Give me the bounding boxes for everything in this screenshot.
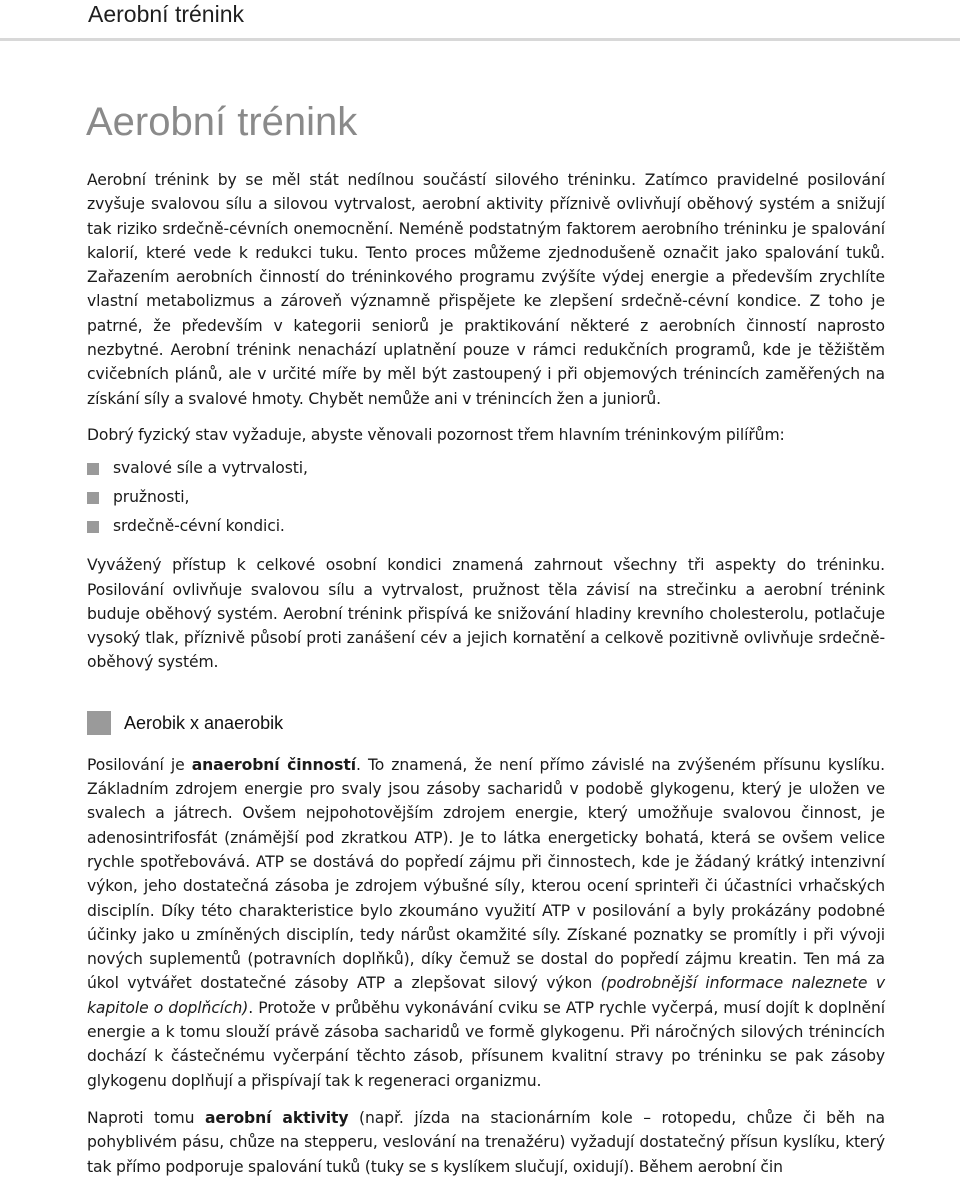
text-run: Posilování je [87,755,192,774]
bold-term: aerobní aktivity [204,1108,349,1127]
list-item [87,454,885,483]
list-item [87,512,885,541]
bullet-square-icon [87,463,99,475]
text-run: . Protože v průběhu vykonávání cviku se ATP rychle vyčerpá, musí dojít k doplnění energie a k tomu slouží právě zásoba sacharidů ve formě glykogenu. Při náročných silových trénincích dochází k částečnému vyčerpání těchto zásob, přísunem kvalitní stravy po tréninku se pak zásoby glykogenu doplňují a přispívají tak k regeneraci organizmu. [87,998,886,1090]
intro-paragraph: Aerobní trénink by se měl stát nedílnou součástí silového tréninku. Zatímco pravidelné posilování zvyšuje svalovou sílu a silovou vytrvalost, aerobní aktivity příznivě ovlivňují oběhový systém a snižují tak riziko srdečně-cévních onemocnění. Neméně podstatným faktorem aerobního tréninku je spalování kalorií, které vede k redukci tuku. Tento proces můžeme zjednodušeně označit jako spalování tuků. Zařazením aerobních činností do tréninkového programu zvýšíte výdej energie a především zrychlíte vlastní metabolizmus a zároveň významně přispějete ke zlepšení srdečně-cévní kondice. Z toho je patrné, že především v kategorii seniorů je praktikování některé z aerobních činností naprosto nezbytné. Aerobní trénink nenachází uplatnění pouze v rámci redukčních programů, kde je těžištěm cvičebních plánů, ale v určité míře by měl být zastoupený i při objemových trénincích zaměřených na získání síly a svalové hmoty. Chybět nemůže ani v trénincích žen a juniorů. [87,171,885,408]
running-header [0,0,960,41]
bullet-square-icon [87,521,99,533]
bullet-square-icon [87,492,99,504]
balanced-approach-paragraph: Vyvážený přístup k celkové osobní kondici znamená zahrnout všechny tři aspekty do tréninku. Posilování ovlivňuje svalovou sílu a vytrvalost, pružnost těla závisí na strečinku a aerobní trénink buduje oběhový systém. Aerobní trénink přispívá ke snižování hladiny krevního cholesterolu, potlačuje vysoký tlak, příznivě působí proti zanášení cév a jejich kornatění a celkově pozitivně ovlivňuje srdečně-oběhový systém. [87,556,885,672]
section-heading [87,711,885,741]
text-run: (např. jízda na stacionárním kole – rotopedu, chůze či běh na pohyblivém pásu, chůze na stepperu, veslování na trenažéru) vyžadují dostatečný přísun kyslíku, který tak přímo podporuje spalování tuků (tuky se s kyslíkem slučují, oxidují). Během aerobní čin [87,1108,886,1176]
italic-note: (podrobnější informace naleznete v kapitole o doplňcích) [87,974,885,1017]
section-square-icon [87,711,111,735]
bold-term: anaerobní činností [191,755,356,774]
text-run: . To znamená, že není přímo závislé na zvýšeném přísunu kyslíku. Základním zdrojem energie pro svaly jsou zásoby sacharidů v podobě glykogenu, který je uložen ve svalech a játrech. Ovšem nejpohotovějším zdrojem energie, který umožňuje svalovou činnost, je adenosintrifosfát (známější pod zkratkou ATP). Je to látka energeticky bohatá, která se ovšem velice rychle spotřebovává. ATP se dostává do popředí zájmu při činnostech, kde je žádaný krátký intenzivní výkon, jeho dostatečná zásoba je zdrojem výbušné síly, kterou ocení sprinteři či účastníci vrhačských disciplín. Díky této charakteristice bylo zkoumáno využití ATP v posilování a byly prokázány podobné účinky jako u zmíněných disciplín, tedy nárůst okamžité síly. Získané poznatky se promítly i při vývoji nových suplementů (potravních doplňků), díky čemuž se dostal do popředí zájmu kreatin. Ten má za úkol vytvářet dostatečné zásoby ATP a zlepšovat silový výkon [87,755,886,993]
list-item-text: svalové síle a vytrvalosti, [113,459,308,478]
list-item [87,483,885,512]
text-run: Naproti tomu [87,1108,205,1127]
anaerobic-paragraph [87,753,885,1093]
list-item-text: srdečně-cévní kondici. [113,517,285,536]
pillars-list [87,454,885,541]
running-header-title: Aerobní trénink [88,1,244,27]
list-item-text: pružnosti, [113,488,190,507]
aerobic-paragraph [87,1106,885,1179]
main-content [87,168,885,1179]
section-heading-label: Aerobik x anaerobik [124,712,284,733]
pillars-intro-paragraph: Dobrý fyzický stav vyžaduje, abyste věnovali pozornost třem hlavním tréninkovým pilířům: [87,425,785,444]
chapter-title: Aerobní trénink [86,100,358,144]
